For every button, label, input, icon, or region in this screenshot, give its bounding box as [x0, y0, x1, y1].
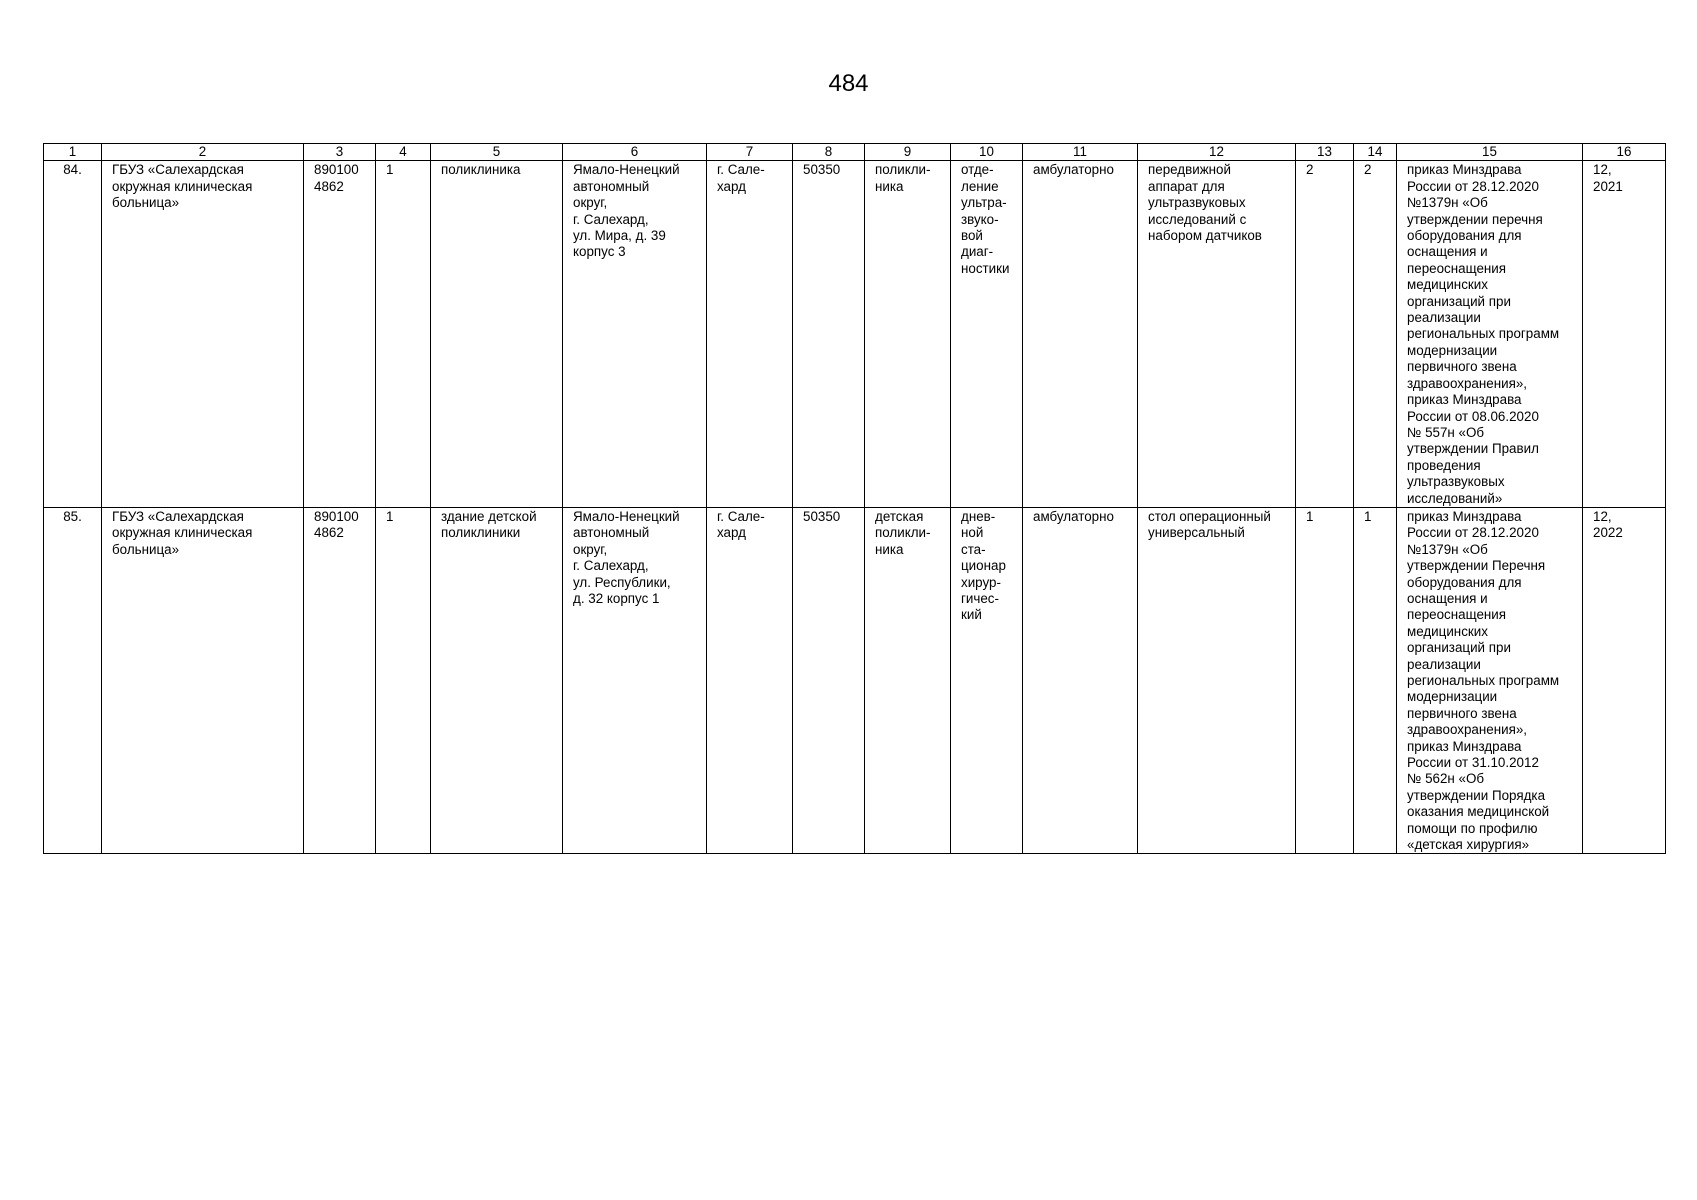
address-cell: Ямало-Ненецкий автономный округ, г. Салехард, ул. Республики, д. 32 корпус 1 — [563, 507, 707, 854]
quantity-cell: 1 — [1354, 507, 1397, 854]
legal-basis-cell: приказ Минздрава России от 28.12.2020 №1379н «Об утверждении перечня оборудования для оснащения и переоснащения медицинских организаций при реализации региональных программ модернизации первичного звена здравоохранения», приказ Минздрава России от 08.06.2020 № 557н «Об утверждении Правил проведения ультразвуковых исследований» — [1397, 161, 1583, 508]
table-row — [44, 161, 1666, 508]
column-header: 5 — [431, 144, 563, 161]
table-row — [44, 507, 1666, 854]
column-header: 10 — [951, 144, 1023, 161]
legal-basis-cell: приказ Минздрава России от 28.12.2020 №1379н «Об утверждении Перечня оборудования для оснащения и переоснащения медицинских организаций при реализации региональных программ модернизации первичного звена здравоохранения», приказ Минздрава России от 31.10.2012 № 562н «Об утверждении Порядка оказания медицинской помощи по профилю «детская хирургия» — [1397, 507, 1583, 854]
quantity-cell: 2 — [1354, 161, 1397, 508]
column-header: 6 — [563, 144, 707, 161]
city-cell: г. Сале- хард — [707, 507, 793, 854]
date-cell: 12, 2022 — [1583, 507, 1666, 854]
column-header: 1 — [44, 144, 102, 161]
inn-cell: 890100 4862 — [304, 161, 376, 508]
column-header: 16 — [1583, 144, 1666, 161]
row-number-cell: 85. — [44, 507, 102, 854]
column-header: 11 — [1023, 144, 1138, 161]
equipment-cell: стол операционный универсальный — [1138, 507, 1296, 854]
building-cell: поликлиника — [431, 161, 563, 508]
column-header: 14 — [1354, 144, 1397, 161]
city-cell: г. Сале- хард — [707, 161, 793, 508]
inn-cell: 890100 4862 — [304, 507, 376, 854]
col4-cell: 1 — [376, 161, 431, 508]
unit-cell: детская поликли- ника — [865, 507, 951, 854]
quantity-cell: 1 — [1296, 507, 1354, 854]
page-number: 484 — [828, 70, 869, 97]
care-type-cell: амбулаторно — [1023, 507, 1138, 854]
quantity-cell: 2 — [1296, 161, 1354, 508]
header-row — [44, 144, 1666, 161]
unit-cell: поликли- ника — [865, 161, 951, 508]
column-header: 9 — [865, 144, 951, 161]
code-cell: 50350 — [793, 161, 865, 508]
row-number-cell: 84. — [44, 161, 102, 508]
column-header: 13 — [1296, 144, 1354, 161]
column-header: 7 — [707, 144, 793, 161]
col4-cell: 1 — [376, 507, 431, 854]
equipment-table — [43, 143, 1666, 854]
date-cell: 12, 2021 — [1583, 161, 1666, 508]
column-header: 4 — [376, 144, 431, 161]
address-cell: Ямало-Ненецкий автономный округ, г. Салехард, ул. Мира, д. 39 корпус 3 — [563, 161, 707, 508]
column-header: 15 — [1397, 144, 1583, 161]
column-header: 2 — [102, 144, 304, 161]
organization-cell: ГБУЗ «Салехардская окружная клиническая больница» — [102, 507, 304, 854]
care-type-cell: амбулаторно — [1023, 161, 1138, 508]
column-header: 8 — [793, 144, 865, 161]
department-cell: днев- ной ста- ционар хирур- гичес- кий — [951, 507, 1023, 854]
column-header: 12 — [1138, 144, 1296, 161]
equipment-cell: передвижной аппарат для ультразвуковых исследований с набором датчиков — [1138, 161, 1296, 508]
organization-cell: ГБУЗ «Салехардская окружная клиническая больница» — [102, 161, 304, 508]
department-cell: отде- ление ультра- звуко- вой диаг- ностики — [951, 161, 1023, 508]
column-header: 3 — [304, 144, 376, 161]
code-cell: 50350 — [793, 507, 865, 854]
building-cell: здание детской поликлиники — [431, 507, 563, 854]
